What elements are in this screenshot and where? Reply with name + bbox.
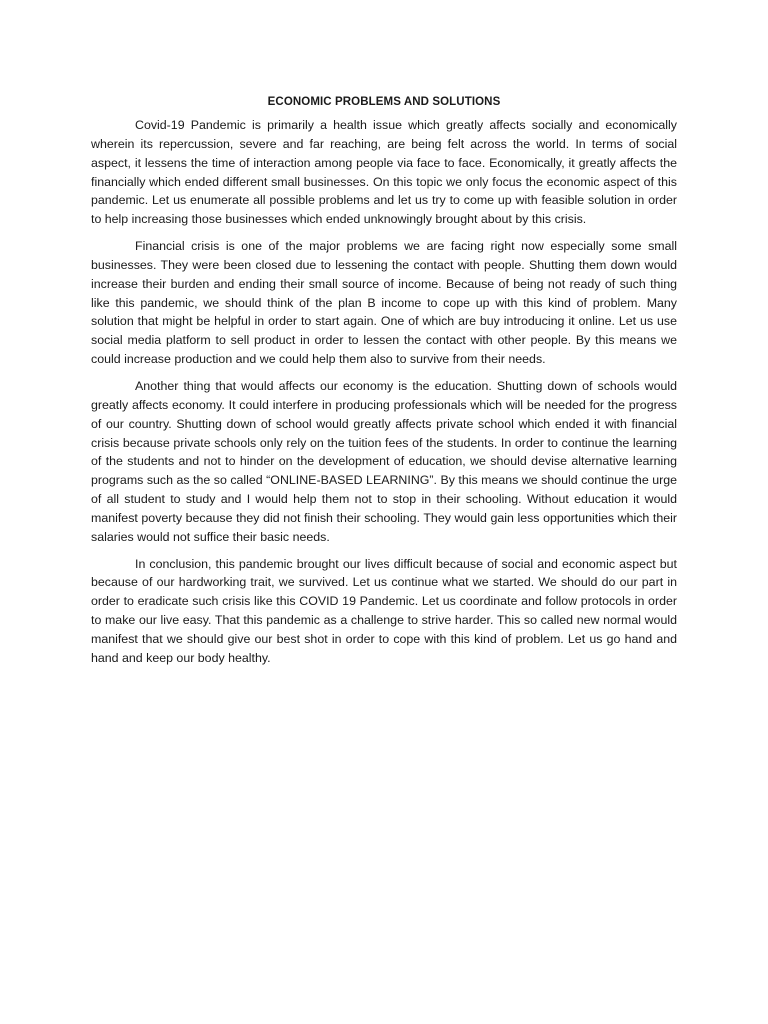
paragraph-conclusion: In conclusion, this pandemic brought our lives difficult because of social and economic aspect but because of our hardworking trait, we survived. Let us continue what we started. We should do our part in order to eradicate such crisis like this COVID 19 Pandemic. Let us coordinate and follow protocols in order to make our live easy. That this pandemic as a challenge to strive harder. This so called new normal would manifest that we should give our best shot in order to cope with this kind of problem. Let us go hand and hand and keep our body healthy. [91,556,677,665]
paragraph-education: Another thing that would affects our economy is the education. Shutting down of schools would greatly affects economy. It could interfere in producing professionals which will be needed for the progress of our country. Shutting down of school would greatly affects private school which ended it with financial crisis because private schools only rely on the tuition fees of the students. In order to continue the learning of the students and not to hinder on the development of education, we should devise alternative learning programs such as the so called “ONLINE-BASED LEARNING”. By this means we should continue the urge of all student to study and I would help them not to stop in their schooling. Without education it would manifest poverty because they did not finish their schooling. They would gain less opportunities which their salaries would not suffice their basic needs. [91,378,677,544]
paragraph-financial-crisis: Financial crisis is one of the major problems we are facing right now especially some small businesses. They were been closed due to lessening the contact with people. Shutting them down would increase their burden and ending their small source of income. Because of being not ready of such thing like this pandemic, we should think of the plan B income to cope up with this kind of problem. Many solution that might be helpful in order to start again. One of which are buy introducing it online. Let us use social media platform to sell product in order to lessen the contact with other people. By this means we could increase production and we could help them also to survive from their needs. [91,239,677,367]
paragraph-introduction: Covid-19 Pandemic is primarily a health issue which greatly affects socially and economically wherein its repercussion, severe and far reaching, are being felt across the world. In terms of social aspect, it lessens the time of interaction among people via face to face. Economically, it greatly affects the financially which ended different small businesses. On this topic we only focus the economic aspect of this pandemic. Let us enumerate all possible problems and let us try to come up with feasible solution in order to help increasing those businesses which ended unknowingly brought about by this crisis. [91,118,677,227]
document-title: ECONOMIC PROBLEMS AND SOLUTIONS [267,96,501,108]
document-body [91,93,677,676]
